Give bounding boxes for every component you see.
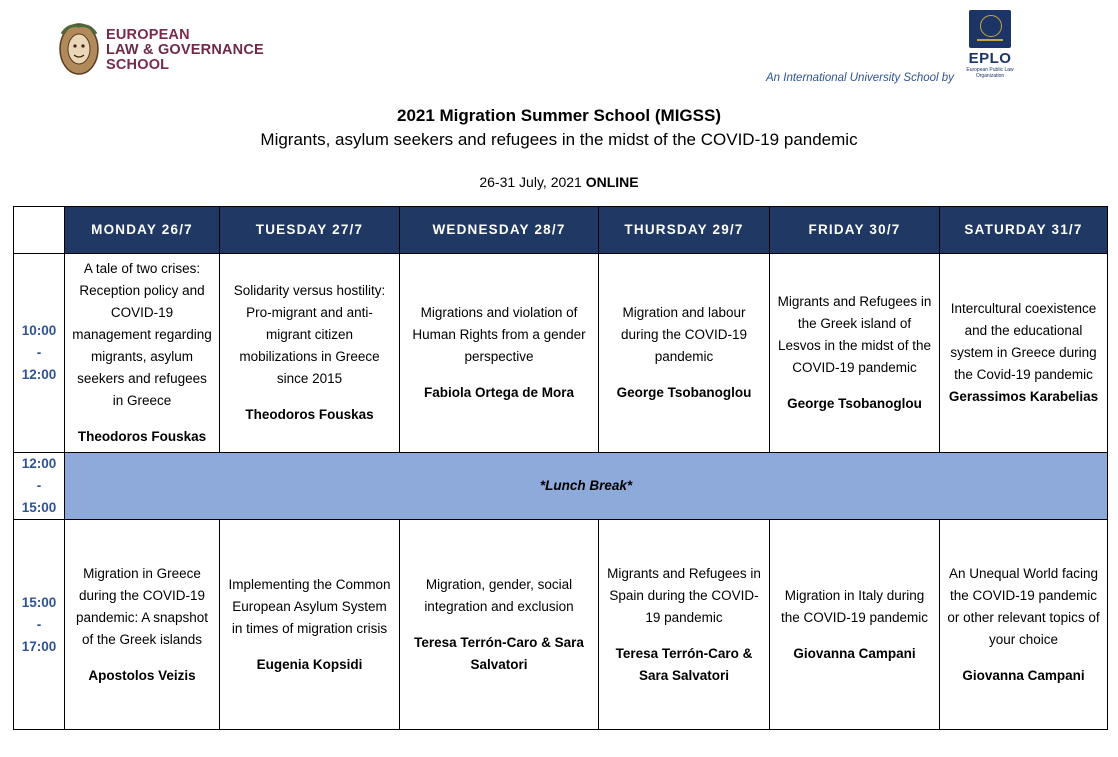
session-cell [770,254,940,453]
page-title: 2021 Migration Summer School (MIGSS) [396,106,721,125]
session-speaker: Giovanna Campani [962,667,1085,683]
header-corner [14,207,65,254]
session-cell [400,254,599,453]
day-header: WEDNESDAY 28/7 [400,207,599,254]
session-speaker: Gerassimos Karabelias [948,389,1099,404]
session-cell [940,254,1108,453]
partner-tagline: An International University School by [766,72,954,84]
schedule-header-row [14,207,1108,254]
session-topic: Implementing the Common European Asylum System in times of migration crisis [228,576,391,636]
session-speaker: Fabiola Ortega de Mora [423,385,575,400]
school-name-line1: EUROPEAN [106,27,190,43]
session-topic: Migrations and violation of Human Rights from a gender perspective [412,305,586,364]
dates-mode: ONLINE [585,174,639,190]
dates-text: 26-31 July, 2021 [479,174,586,190]
time-slot: 15:00 - 17:00 [14,520,65,730]
session-speaker: Teresa Terrón-Caro & Sara Salvatori [615,645,753,683]
session-speaker: Theodoros Fouskas [245,407,374,422]
schedule-table [13,206,1108,730]
page-subtitle: Migrants, asylum seekers and refugees in the midst of the COVID-19 pandemic [260,130,858,149]
schedule-row-morning [14,254,1108,453]
day-header: TUESDAY 27/7 [220,207,400,254]
session-speaker: Giovanna Campani [793,645,916,661]
session-topic: Migration, gender, social integration and exclusion [424,576,574,614]
session-topic: Migrants and Refugees in Spain during the COVID-19 pandemic [607,565,761,625]
session-speaker: Eugenia Kopsidi [256,656,363,672]
day-header: SATURDAY 31/7 [940,207,1108,254]
schedule-row-afternoon [14,520,1108,730]
session-speaker: George Tsobanoglou [787,396,922,411]
session-cell [940,520,1108,730]
time-slot: 12:00 - 15:00 [14,453,65,520]
school-name-line2: LAW & GOVERNANCE [106,42,264,58]
session-cell [65,254,220,453]
session-cell [65,520,220,730]
session-cell [599,254,770,453]
session-speaker: Apostolos Veizis [88,667,196,683]
eplo-logo-subtext: European Public Law Organization [966,67,1014,79]
school-name-line3: SCHOOL [106,57,170,73]
day-header: MONDAY 26/7 [65,207,220,254]
lunch-break: *Lunch Break* [65,453,1108,520]
eplo-logo-text: EPLO [968,50,1012,67]
school-logo [58,22,278,80]
session-cell [220,254,400,453]
session-cell [770,520,940,730]
session-topic: Migration in Italy during the COVID-19 pandemic [780,587,929,625]
time-slot: 10:00 - 12:00 [14,254,65,453]
session-topic: Migration in Greece during the COVID-19 pandemic: A snapshot of the Greek islands [75,565,209,647]
session-cell [220,520,400,730]
session-topic: An Unequal World facing the COVID-19 pandemic or other relevant topics of your choice [947,565,1100,647]
eplo-logo [964,10,1016,82]
session-cell [400,520,599,730]
session-topic: Solidarity versus hostility: Pro-migrant and anti-migrant citizen mobilizations in Greece since 2015 [233,283,386,386]
event-dates [0,174,1118,190]
session-topic: A tale of two crises: Reception policy and COVID-19 management regarding migrants, asylum seekers and refugees in Greece [72,261,212,408]
session-speaker: Theodoros Fouskas [77,429,207,444]
eplo-badge-icon [969,10,1011,48]
session-topic: Migration and labour during the COVID-19 pandemic [620,305,748,364]
schedule-row-lunch [14,453,1108,520]
day-header: THURSDAY 29/7 [599,207,770,254]
session-cell [599,520,770,730]
crest-icon [58,22,100,76]
session-speaker: Teresa Terrón-Caro & Sara Salvatori [414,634,584,672]
session-topic: Intercultural coexistence and the educational system in Greece during the Covid-19 pandemic [950,301,1097,382]
session-speaker: George Tsobanoglou [616,385,752,400]
day-header: FRIDAY 30/7 [770,207,940,254]
session-topic: Migrants and Refugees in the Greek island of Lesvos in the midst of the COVID-19 pandemic [777,294,932,375]
